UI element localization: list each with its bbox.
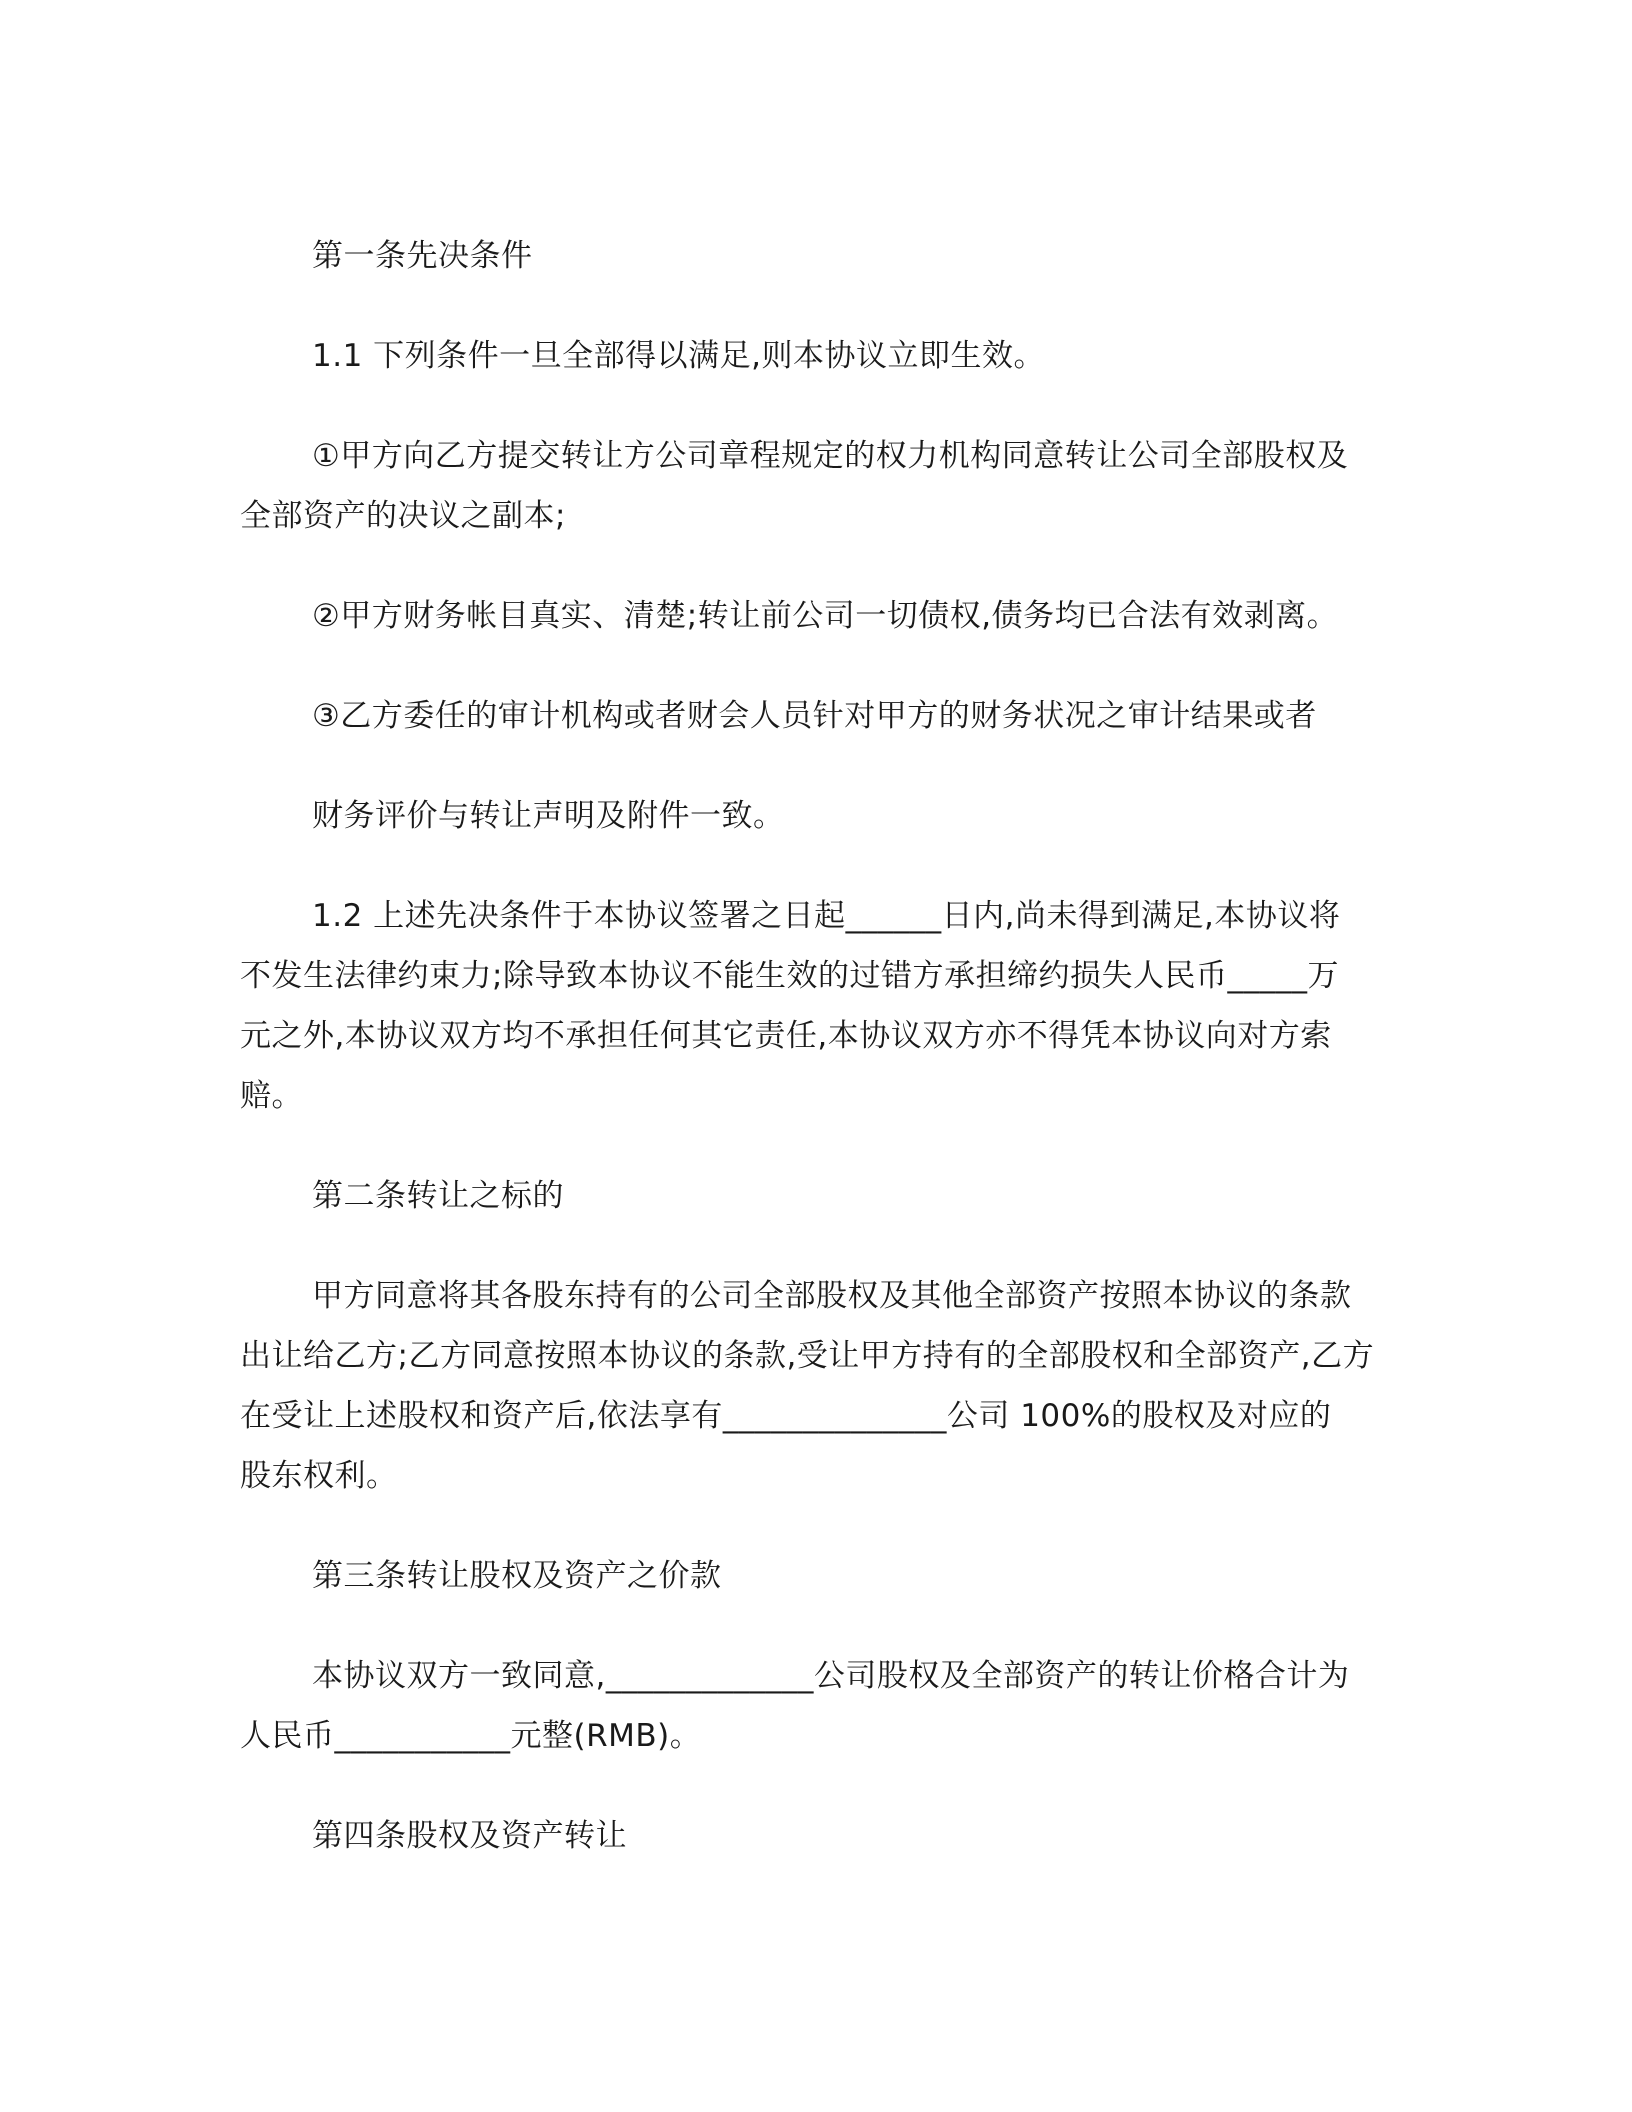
article-2-heading: 第二条转让之标的 [312,1178,564,1214]
condition-item-2: ②甲方财务帐目真实、清楚;转让前公司一切债权,债务均已合法有效剥离。 [312,598,1339,634]
article-3-body: 本协议双方一致同意,_____________公司股权及全部资产的转让价格合计为 人民币___________元整(RMB)。 [240,1658,1350,1754]
condition-item-3: ③乙方委任的审计机构或者财会人员针对甲方的财务状况之审计结果或者 [312,698,1317,734]
condition-item-1: ①甲方向乙方提交转让方公司章程规定的权力机构同意转让公司全部股权及 全部资产的决议之副本; [240,438,1349,534]
article-4-heading: 第四条股权及资产转让 [312,1818,627,1854]
article-2-body: 甲方同意将其各股东持有的公司全部股权及其他全部资产按照本协议的条款 出让给乙方;乙方同意按照本协议的条款,受让甲方持有的全部股权和全部资产,乙方 在受让上述股权和资产后,依法享有______________公司 100%的股权及对应的 股东权利。 [240,1278,1375,1494]
article-3-heading: 第三条转让股权及资产之价款 [312,1558,722,1594]
clause-1-2: 1.2 上述先决条件于本协议签署之日起______日内,尚未得到满足,本协议将 不发生法律约束力;除导致本协议不能生效的过错方承担缔约损失人民币_____万 元之外,本协议双方均不承担任何其它责任,本协议双方亦不得凭本协议向对方索 赔。 [240,898,1341,1114]
condition-item-3-continued: 财务评价与转让声明及附件一致。 [312,798,785,834]
clause-1-1: 1.1 下列条件一旦全部得以满足,则本协议立即生效。 [312,338,1046,374]
article-1-heading: 第一条先决条件 [312,238,533,274]
